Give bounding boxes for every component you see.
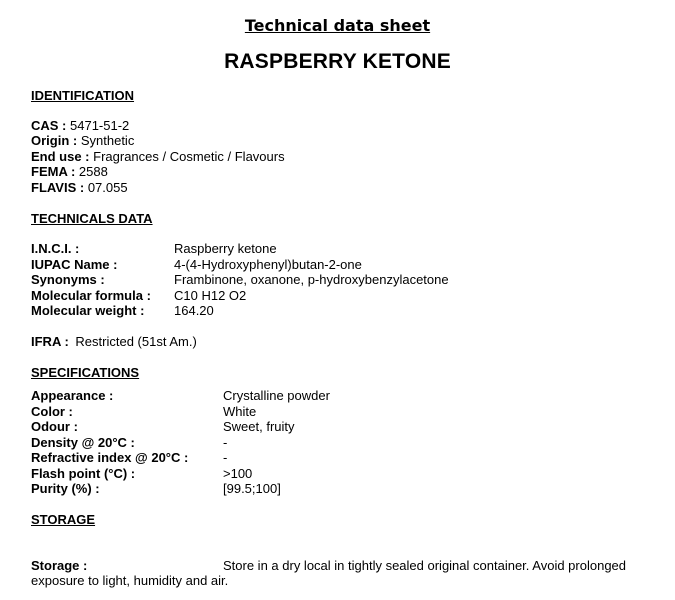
storage-label: Storage : xyxy=(31,558,88,573)
fema-value: 2588 xyxy=(78,164,108,179)
fema-label: FEMA : xyxy=(31,164,76,179)
synonyms-value: Frambinone, oxanone, p-hydroxybenzylacetone xyxy=(174,272,449,287)
appearance-value: Crystalline powder xyxy=(223,388,330,403)
color-value: White xyxy=(223,404,257,419)
section-storage-heading: STORAGE xyxy=(31,512,96,527)
ifra-value: Restricted (51st Am.) xyxy=(75,334,197,349)
molecular-formula-label: Molecular formula : xyxy=(31,288,151,303)
section-technicals-heading: TECHNICALS DATA xyxy=(31,211,153,226)
origin-value: Synthetic xyxy=(80,133,135,148)
flavis-label: FLAVIS : xyxy=(31,180,85,195)
identification-row-flavis xyxy=(31,180,128,195)
odour-value: Sweet, fruity xyxy=(223,419,295,434)
iupac-name-label: IUPAC Name : xyxy=(31,257,118,272)
identification-row-end-use xyxy=(31,149,285,164)
identification-row-origin xyxy=(31,133,134,148)
inci-label: I.N.C.I. : xyxy=(31,241,80,256)
iupac-name-value: 4-(4-Hydroxyphenyl)butan-2-one xyxy=(174,257,362,272)
identification-row-fema xyxy=(31,164,108,179)
ifra-row xyxy=(31,334,197,349)
origin-label: Origin : xyxy=(31,133,78,148)
purity-label: Purity (%) : xyxy=(31,481,100,496)
document-title: Technical data sheet xyxy=(244,16,431,35)
storage-continuation: exposure to light, humidity and air. xyxy=(31,573,229,588)
storage-value: Store in a dry local in tightly sealed original container. Avoid prolonged xyxy=(223,558,627,573)
density-label: Density @ 20°C : xyxy=(31,435,135,450)
refractive-index-label: Refractive index @ 20°C : xyxy=(31,450,189,465)
identification-row-cas xyxy=(31,118,129,133)
cas-value: 5471-51-2 xyxy=(70,118,130,133)
appearance-label: Appearance : xyxy=(31,388,114,403)
molecular-weight-value: 164.20 xyxy=(174,303,214,318)
inci-value: Raspberry ketone xyxy=(174,241,277,256)
end-use-value: Fragrances / Cosmetic / Flavours xyxy=(93,149,285,164)
flash-point-label: Flash point (°C) : xyxy=(31,466,136,481)
section-specifications-heading: SPECIFICATIONS xyxy=(31,365,140,380)
refractive-index-value: - xyxy=(223,450,228,465)
color-label: Color : xyxy=(31,404,73,419)
section-identification-heading: IDENTIFICATION xyxy=(31,88,135,103)
cas-label: CAS : xyxy=(31,118,67,133)
end-use-label: End use : xyxy=(31,149,90,164)
odour-label: Odour : xyxy=(31,419,78,434)
ifra-label: IFRA : xyxy=(31,334,69,349)
purity-value: [99.5;100] xyxy=(223,481,281,496)
flavis-value: 07.055 xyxy=(87,180,128,195)
molecular-formula-value: C10 H12 O2 xyxy=(174,288,247,303)
product-name: RASPBERRY KETONE xyxy=(224,50,451,73)
density-value: - xyxy=(223,435,228,450)
flash-point-value: >100 xyxy=(223,466,253,481)
synonyms-label: Synonyms : xyxy=(31,272,105,287)
molecular-weight-label: Molecular weight : xyxy=(31,303,145,318)
